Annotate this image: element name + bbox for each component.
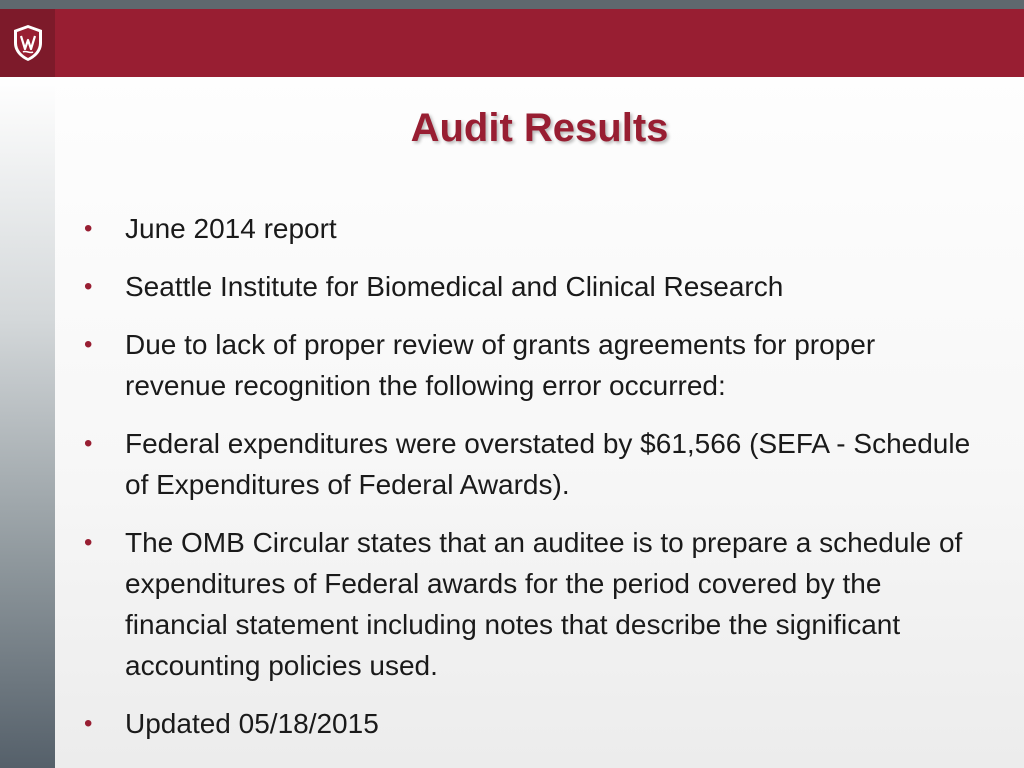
bullet-icon: • <box>84 273 93 300</box>
bullet-text: Updated 05/18/2015 <box>125 708 379 739</box>
logo <box>0 9 55 77</box>
bullet-list <box>84 208 984 761</box>
list-item <box>84 266 984 307</box>
bullet-icon: • <box>84 529 93 556</box>
bullet-text: Seattle Institute for Biomedical and Clinical Research <box>125 271 784 302</box>
bullet-icon: • <box>84 430 93 457</box>
header-band <box>55 9 1024 77</box>
bullet-icon: • <box>84 710 93 737</box>
bullet-text: June 2014 report <box>125 213 337 244</box>
list-item <box>84 423 984 505</box>
list-item <box>84 324 984 406</box>
list-item <box>84 522 984 686</box>
bullet-icon: • <box>84 331 93 358</box>
bullet-text: Due to lack of proper review of grants agreements for proper revenue recognition the following error occurred: <box>125 329 876 401</box>
top-gray-strip <box>0 0 1024 9</box>
bullet-text: Federal expenditures were overstated by $61,566 (SEFA - Schedule of Expenditures of Federal Awards). <box>125 428 971 500</box>
left-gradient-bar <box>0 77 55 768</box>
slide-title: Audit Results <box>410 106 669 150</box>
university-shield-icon <box>11 23 45 63</box>
bullet-icon: • <box>84 215 93 242</box>
bullet-text: The OMB Circular states that an auditee is to prepare a schedule of expenditures of Federal awards for the period covered by the financial statement including notes that describe the significant accounting policies used. <box>125 527 963 681</box>
list-item <box>84 208 984 249</box>
list-item <box>84 703 984 744</box>
